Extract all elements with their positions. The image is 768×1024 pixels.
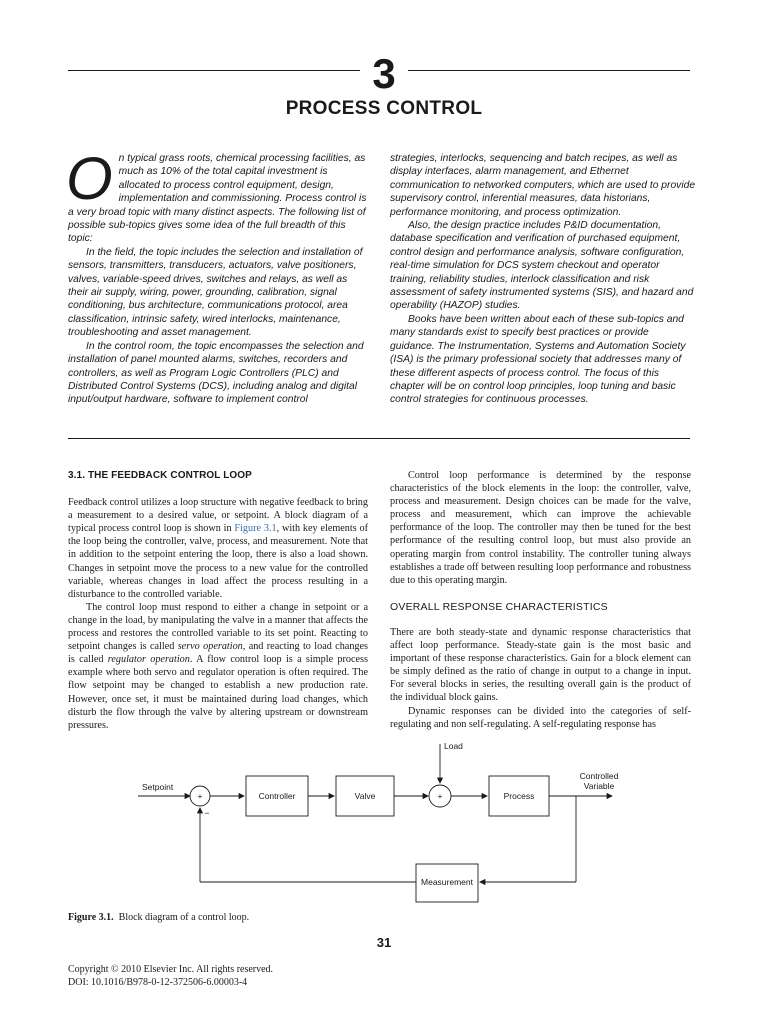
intro-divider xyxy=(68,438,690,439)
intro-paragraph-2: In the field, the topic includes the selection and installation of sensors, transmitters, transducers, actuators, valve positioners, valves, variable-speed drives, switches and relays, as well as their air supply, wiring, power, grounding, calibration, signal conditioning, bus architecture, communications protocol, area classification, intrinsic safety, wired interlocks, maintenance, troubleshooting and asset management. xyxy=(68,246,363,339)
intro-right-column xyxy=(390,152,696,407)
label-controlled-variable-2: Variable xyxy=(583,781,615,791)
body-paragraph-5: Dynamic responses can be divided into the categories of self-regulating and non self-regulating. A self-regulating response has xyxy=(390,705,691,730)
subsection-heading: OVERALL RESPONSE CHARACTERISTICS xyxy=(390,600,608,613)
intro-paragraph-6: Books have been written about each of these sub-topics and many standards exist to specify best practices or provide guidance. The Instrumentation, Systems and Automation Society (ISA) is the primary professional society that addresses many of these different aspects of process control. The focus of this chapter will be on control loop principles, loop tuning and basic control strategies for continuous processes. xyxy=(390,313,686,406)
intro-paragraph-1: On typical grass roots, chemical processing facilities, as much as 10% of the total capital investment is allocated to process control equipment, design, implementation and commissioning. Process control is a very broad topic with many distinct aspects. The following list of possible sub-topics gives some idea of the full breadth of this topic: xyxy=(66,145,367,245)
figure-label: Figure 3.1. xyxy=(68,912,114,923)
drop-cap: O xyxy=(66,145,113,212)
summing-minus-1: − xyxy=(204,808,210,818)
body-right-column xyxy=(390,469,691,731)
label-valve: Valve xyxy=(354,791,376,801)
label-load: Load xyxy=(444,741,463,751)
figure-caption: Figure 3.1. Block diagram of a control loop. xyxy=(68,912,250,923)
chapter-number: 3 xyxy=(372,50,396,97)
intro-paragraph-3: In the control room, the topic encompasses the selection and installation of panel mounted alarms, switches, recorders and controllers, as well as Program Logic Controllers (PLC) and Distributed Control Systems (DCS), including analog and digital input/output hardware, software to implement control xyxy=(68,340,364,406)
control-loop-diagram xyxy=(0,730,768,905)
copyright-line: Copyright © 2010 Elsevier Inc. All rights reserved. xyxy=(68,964,274,975)
label-process: Process xyxy=(503,791,535,801)
body-left-column xyxy=(68,469,368,732)
label-controlled-variable-1: Controlled xyxy=(579,771,619,781)
intro-left-column xyxy=(66,145,370,407)
body-paragraph-1: Feedback control utilizes a loop structure with negative feedback to bring a measurement to a desired value, or setpoint. A block diagram of a typical process control loop is shown in Figure 3.1, with key elements of the loop being the controller, valve, process, and measurement. Note that in addition to the setpoint entering the loop, there is also a load shown. Changes in setpoint move the process to a new value for the controlled variable, whereas changes in load affect the process resulting in a disturbance to the controlled variable. xyxy=(68,497,368,600)
figure-link[interactable]: Figure 3.1 xyxy=(234,523,277,535)
body-paragraph-4: There are both steady-state and dynamic response characteristics that affect loop performance. Steady-state gain is the most basic and important of these response characteristics. Gain for a block element can be simply defined as the ratio of change in output to a change in input. For several blocks in series, the resulting overall gain is the product of the individual block gains. xyxy=(390,626,691,704)
summing-plus-2: + xyxy=(437,791,443,801)
page-number: 31 xyxy=(376,935,392,950)
body-paragraph-3: Control loop performance is determined by the response characteristics of the block elements in the loop: the controller, valve, process and measurement. Design choices can be made for the valve, process and measurement, which can improve the achievable performance of the loop. The controller may then be tuned for the best performance of the resulting control loop, but must also provide an operating margin from control instability. The controller tuning always establishes a trade off between resulting loop performance and robustness due to this operating margin. xyxy=(390,470,691,586)
body-paragraph-2: The control loop must respond to either a change in setpoint or a change in the load, by manipulating the valve in a manner that affects the process and restores the controlled variable to its set point. Reacting to setpoint changes is called servo operation, and reacting to load changes is called regulator operation. A flow control loop is a simple process example where both servo and regulator operation is often required. The flow setpoint may be changed to establish a new production rate. However, once set, it must be maintained during load changes, which disturb the flow through the valve by altering upstream or downstream pressures. xyxy=(68,601,368,731)
chapter-title: PROCESS CONTROL xyxy=(285,98,483,119)
label-setpoint: Setpoint xyxy=(142,782,174,792)
header-rule-left xyxy=(68,70,360,71)
label-controller: Controller xyxy=(258,791,296,801)
label-measurement: Measurement xyxy=(421,877,473,887)
section-heading: 3.1. THE FEEDBACK CONTROL LOOP xyxy=(68,470,252,481)
intro-paragraph-5: Also, the design practice includes P&ID documentation, database specification and verification of purchased equipment, control design and performance analysis, software configuration, real-time simulation for DCS system checkout and operator training, reliability studies, interlock classification and risk assessment of safety instrumented systems (SIS), and hazard and operability (HAZOP) studies. xyxy=(390,220,694,312)
header-rule-right xyxy=(408,70,690,71)
doi-line: DOI: 10.1016/B978-0-12-372506-6.00003-4 xyxy=(68,977,248,988)
summing-plus-1: + xyxy=(197,791,203,801)
intro-paragraph-4: strategies, interlocks, sequencing and batch recipes, as well as display interfaces, alarm management, and Ethernet communication to networked computers, which are used to provide supervisory control, inferential measures, data historians, performance monitoring, and process optimization. xyxy=(390,153,696,218)
footer xyxy=(68,963,273,989)
